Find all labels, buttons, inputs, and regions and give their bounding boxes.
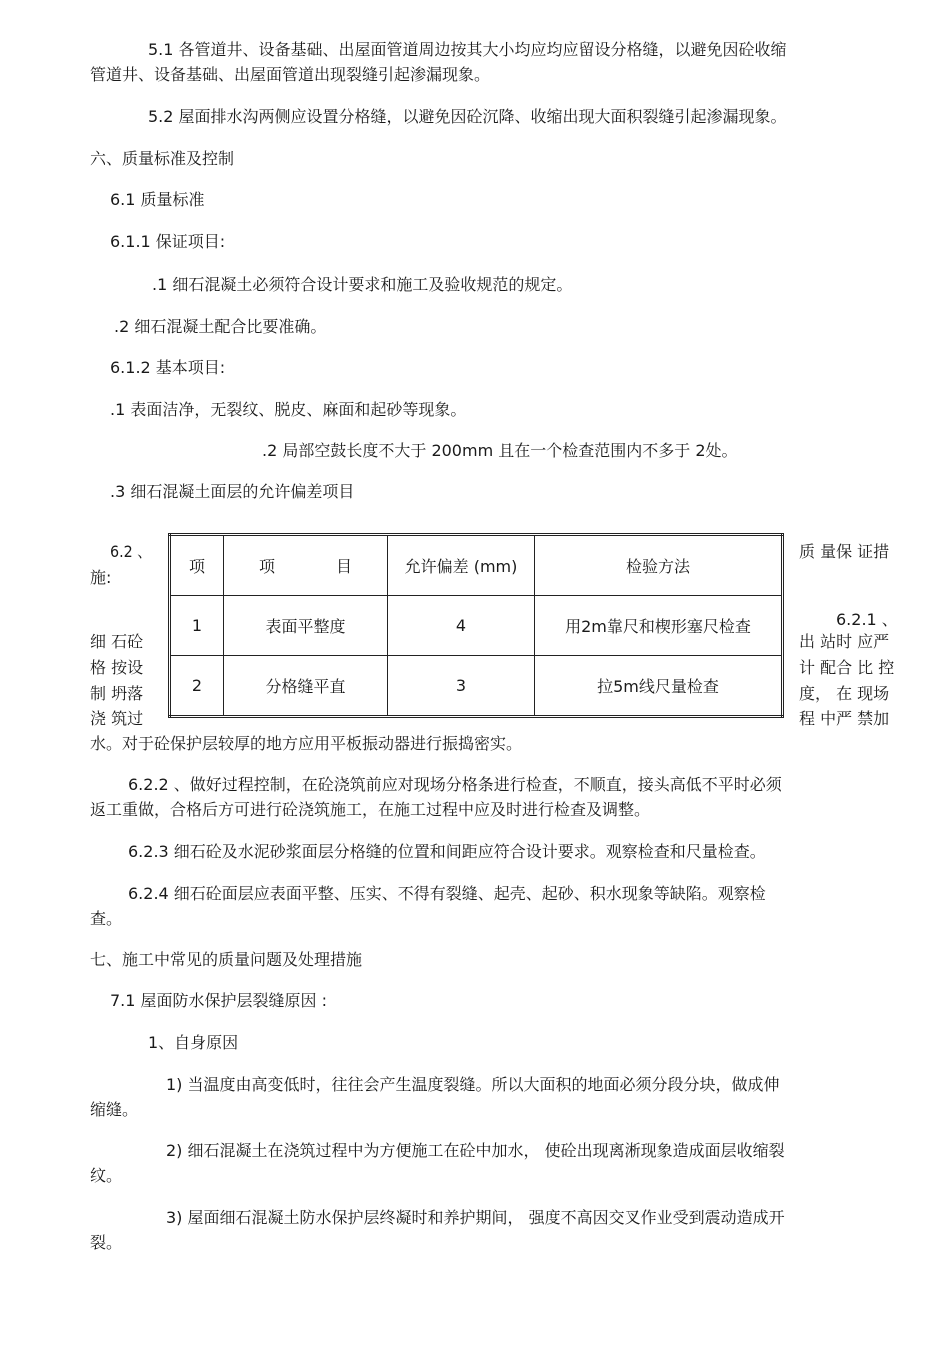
- table-cell: 1: [170, 596, 224, 656]
- heading-cause-1: 1、自身原因: [148, 1033, 239, 1052]
- item-basic-1: .1 表面洁净，无裂纹、脱皮、麻面和起砂等现象。: [110, 400, 467, 419]
- para-6-2-4-line1: 6.2.4 细石砼面层应表面平整、压实、不得有裂缝、起壳、起砂、积水现象等缺陷。观察检: [128, 884, 766, 903]
- para-6-2-1-end: 水。对于砼保护层较厚的地方应用平板振动器进行振捣密实。: [90, 734, 523, 753]
- table-cell: 表面平整度: [224, 596, 388, 656]
- cause-1-line2: 缩缝。: [90, 1100, 139, 1119]
- side-left-6: 浇 筑过: [90, 709, 144, 728]
- header-item: 项 目: [224, 535, 388, 596]
- cause-3-line1: 3) 屋面细石混凝土防水保护层终凝时和养护期间， 强度不高因交叉作业受到震动造成开: [166, 1208, 785, 1227]
- side-left-5: 制 坍落: [90, 684, 144, 703]
- side-left-4: 格 按设: [90, 658, 144, 677]
- heading-section-6: 六、质量标准及控制: [90, 149, 235, 168]
- table-cell: 3: [388, 656, 535, 717]
- side-right-3: 出 站时 应严: [799, 632, 890, 651]
- side-right-6: 程 中严 禁加: [799, 709, 890, 728]
- side-left-3: 细 石砼: [90, 632, 144, 651]
- item-guarantee-1: .1 细石混凝土必须符合设计要求和施工及验收规范的规定。: [152, 275, 573, 294]
- table-row: [170, 656, 783, 717]
- header-method: 检验方法: [535, 535, 783, 596]
- side-left-2: 施:: [90, 568, 112, 587]
- table-cell: 拉5m线尺量检查: [535, 656, 783, 717]
- para-5-1-line1: 5.1 各管道井、设备基础、出屋面管道周边按其大小均应均应留设分格缝，以避免因砼收缩: [148, 40, 787, 59]
- table-header-row: [170, 535, 783, 596]
- table-row: [170, 596, 783, 656]
- para-5-2: 5.2 屋面排水沟两侧应设置分格缝，以避免因砼沉降、收缩出现大面积裂缝引起渗漏现象。: [148, 107, 787, 126]
- para-6-2-3: 6.2.3 细石砼及水泥砂浆面层分格缝的位置和间距应符合设计要求。观察检查和尺量检查。: [128, 842, 766, 861]
- para-6-2-2-line2: 返工重做，合格后方可进行砼浇筑施工，在施工过程中应及时进行检查及调整。: [90, 800, 651, 819]
- heading-6-1: 6.1 质量标准: [110, 190, 205, 209]
- heading-6-1-1: 6.1.1 保证项目:: [110, 232, 226, 251]
- side-right-1: 质 量保 证措: [799, 542, 890, 561]
- heading-6-1-2: 6.1.2 基本项目:: [110, 358, 226, 377]
- para-6-2-4-line2: 查。: [90, 909, 123, 928]
- table-cell: 4: [388, 596, 535, 656]
- item-basic-3: .3 细石混凝土面层的允许偏差项目: [110, 482, 355, 501]
- side-right-2: 6.2.1 、: [836, 610, 898, 629]
- side-left-1: 6.2 、: [110, 542, 152, 561]
- side-right-5: 度， 在 现场: [799, 684, 890, 703]
- item-basic-2: .2 局部空鼓长度不大于 200mm 且在一个检查范围内不多于 2处。: [262, 441, 738, 460]
- tolerance-table: [168, 533, 784, 718]
- cause-3-line2: 裂。: [90, 1233, 123, 1252]
- para-6-2-2-line1: 6.2.2 、做好过程控制，在砼浇筑前应对现场分格条进行检查，不顺直，接头高低不平时必须: [128, 775, 782, 794]
- heading-7-1: 7.1 屋面防水保护层裂缝原因 :: [110, 991, 328, 1010]
- heading-section-7: 七、施工中常见的质量问题及处理措施: [90, 950, 363, 969]
- cause-2-line2: 纹。: [90, 1166, 123, 1185]
- cause-1-line1: 1) 当温度由高变低时，往往会产生温度裂缝。所以大面积的地面必须分段分块，做成伸: [166, 1075, 780, 1094]
- cause-2-line1: 2) 细石混凝土在浇筑过程中为方便施工在砼中加水， 使砼出现离淅现象造成面层收缩裂: [166, 1141, 785, 1160]
- header-index: 项: [170, 535, 224, 596]
- table-cell: 用2m靠尺和楔形塞尺检查: [535, 596, 783, 656]
- header-tolerance: 允许偏差 (mm): [388, 535, 535, 596]
- side-right-4: 计 配合 比 控: [799, 658, 895, 677]
- table-cell: 分格缝平直: [224, 656, 388, 717]
- para-5-1-line2: 管道井、设备基础、出屋面管道出现裂缝引起渗漏现象。: [90, 65, 491, 84]
- table-cell: 2: [170, 656, 224, 717]
- item-guarantee-2: .2 细石混凝土配合比要准确。: [114, 317, 327, 336]
